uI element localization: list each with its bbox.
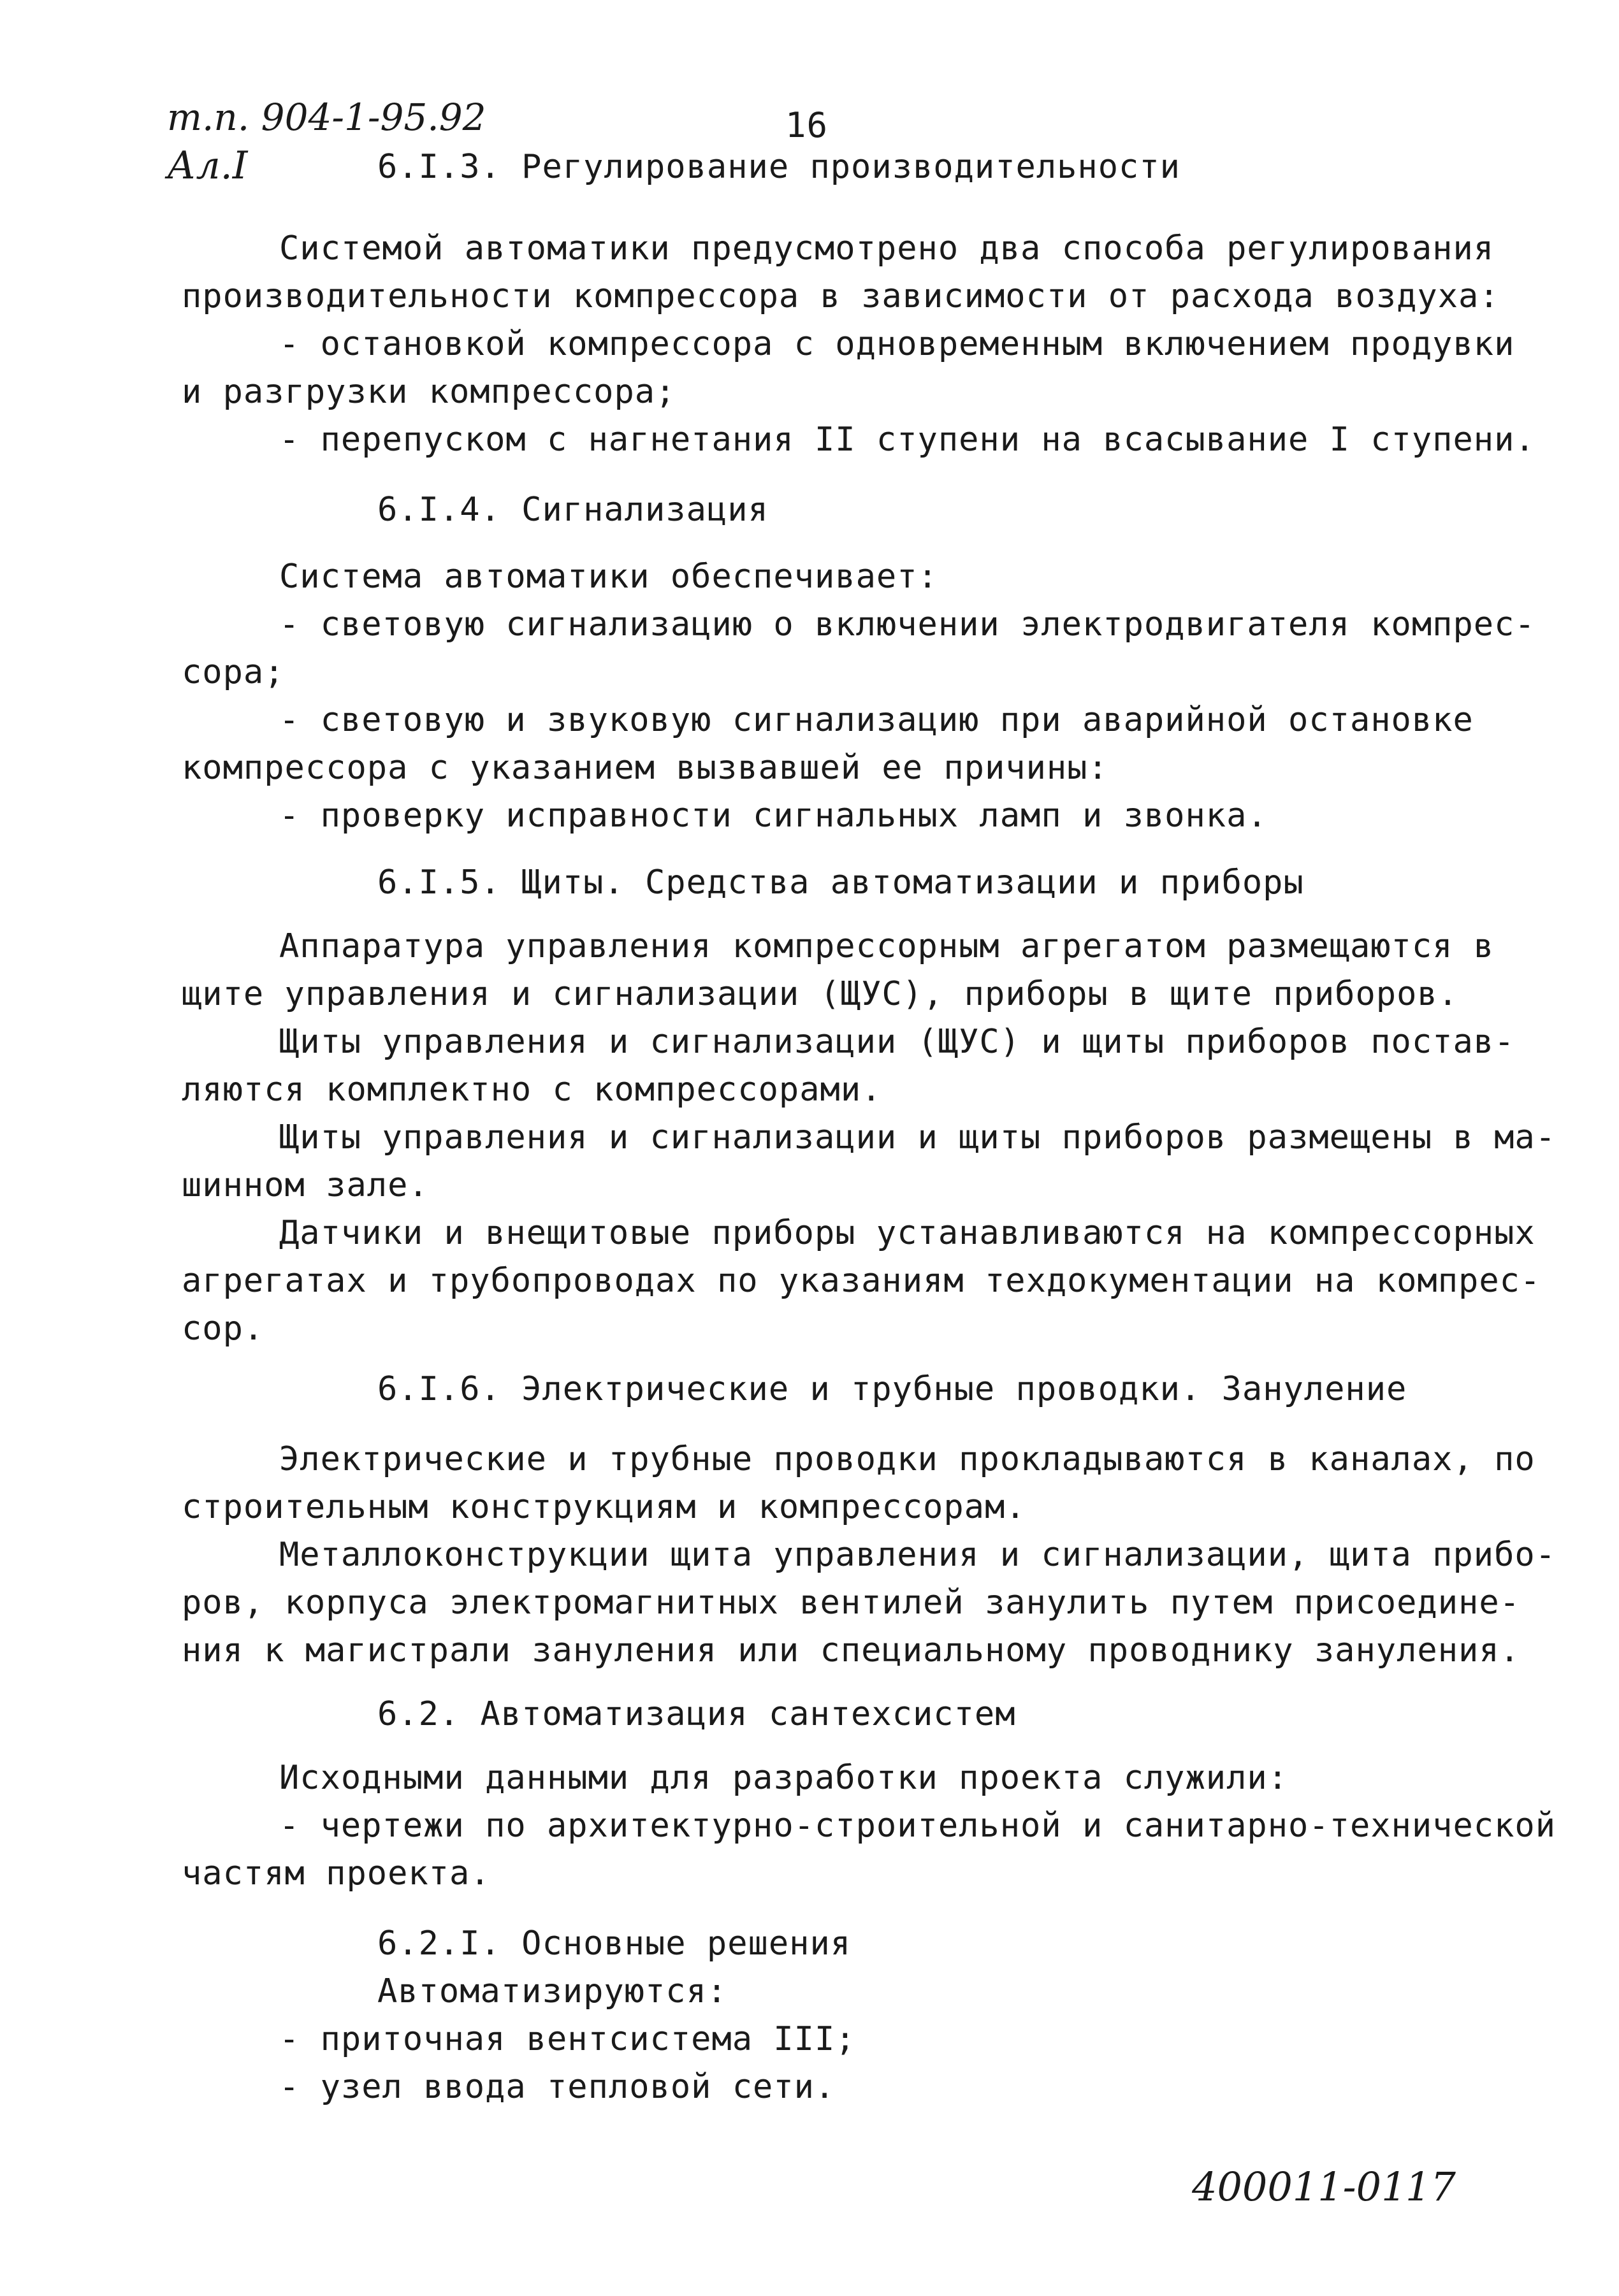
paragraph-line: агрегатах и трубопроводах по указаниям техдокументации на компрес-: [182, 1262, 1541, 1300]
paragraph-line: Щиты управления и сигнализации и щиты приборов размещены в ма-: [279, 1118, 1557, 1157]
sheet-number: 17: [1405, 2163, 1456, 2210]
list-item: - приточная вентсистема III;: [279, 2020, 856, 2058]
page-number: 16: [785, 105, 829, 145]
paragraph-line: производительности компрессора в зависимости от расхода воздуха:: [182, 277, 1500, 315]
section-heading-6-1-5: 6.I.5. Щиты. Средства автоматизации и приборы: [377, 863, 1304, 902]
paragraph-line: строительным конструкциям и компрессорам.: [182, 1488, 1026, 1526]
paragraph-line: ния к магистрали зануления или специальному проводнику зануления.: [182, 1631, 1520, 1670]
list-item: - световую сигнализацию о включении электродвигателя компрес-: [279, 605, 1536, 644]
paragraph-line: щите управления и сигнализации (ЩУС), приборы в щите приборов.: [182, 975, 1459, 1013]
paragraph-line: Щиты управления и сигнализации (ЩУС) и щиты приборов постав-: [279, 1023, 1515, 1061]
list-item: - световую и звуковую сигнализацию при аварийной остановке: [279, 701, 1474, 739]
paragraph-line: и разгрузки компрессора;: [182, 373, 676, 411]
album-label: Ал.I: [167, 143, 248, 188]
list-item: - узел ввода тепловой сети.: [279, 2068, 836, 2106]
section-heading-6-2-1: 6.2.I. Основные решения: [377, 1924, 852, 1963]
section-heading-6-2: 6.2. Автоматизация сантехсистем: [377, 1695, 1016, 1733]
paragraph-line: сор.: [182, 1310, 265, 1348]
paragraph-line: Аппаратура управления компрессорным агрегатом размещаются в: [279, 927, 1495, 965]
paragraph-line: компрессора с указанием вызвавшей ее причины:: [182, 749, 1108, 787]
paragraph-line: шинном зале.: [182, 1166, 429, 1204]
list-item: - перепуском с нагнетания II ступени на всасывание I ступени.: [279, 421, 1536, 459]
doc-ref: т.п. 904-1-95.92: [167, 96, 486, 139]
list-item: - проверку исправности сигнальных ламп и звонка.: [279, 797, 1268, 835]
list-item: - остановкой компрессора с одновременным включением продувки: [279, 325, 1515, 363]
paragraph-line: Электрические и трубные проводки прокладываются в каналах, по: [279, 1440, 1536, 1478]
paragraph-line: Исходными данными для разработки проекта служили:: [279, 1759, 1289, 1797]
paragraph-line: Датчики и внещитовые приборы устанавливаются на компрессорных: [279, 1214, 1536, 1252]
paragraph-line: частям проекта.: [182, 1854, 491, 1893]
paragraph-line: Система автоматики обеспечивает:: [279, 558, 938, 596]
section-heading-6-1-4: 6.I.4. Сигнализация: [377, 491, 769, 529]
section-heading-6-1-6: 6.I.6. Электрические и трубные проводки. Зануление: [377, 1370, 1407, 1408]
list-item: - чертежи по архитектурно-строительной и санитарно-технической: [279, 1807, 1557, 1845]
paragraph-line: ров, корпуса электромагнитных вентилей занулить путем присоедине-: [182, 1584, 1520, 1622]
paragraph-line: Металлоконструкции щита управления и сигнализации, щита прибо-: [279, 1536, 1557, 1574]
inventory-number: 400011-01: [1192, 2163, 1407, 2210]
section-heading-6-1-3: 6.I.3. Регулирование производительности: [377, 148, 1180, 186]
paragraph-line: сора;: [182, 653, 285, 691]
paragraph-line: ляются комплектно с компрессорами.: [182, 1071, 882, 1109]
paragraph-line: Системой автоматики предусмотрено два способа регулирования: [279, 229, 1495, 268]
paragraph-line: Автоматизируются:: [377, 1972, 728, 2011]
